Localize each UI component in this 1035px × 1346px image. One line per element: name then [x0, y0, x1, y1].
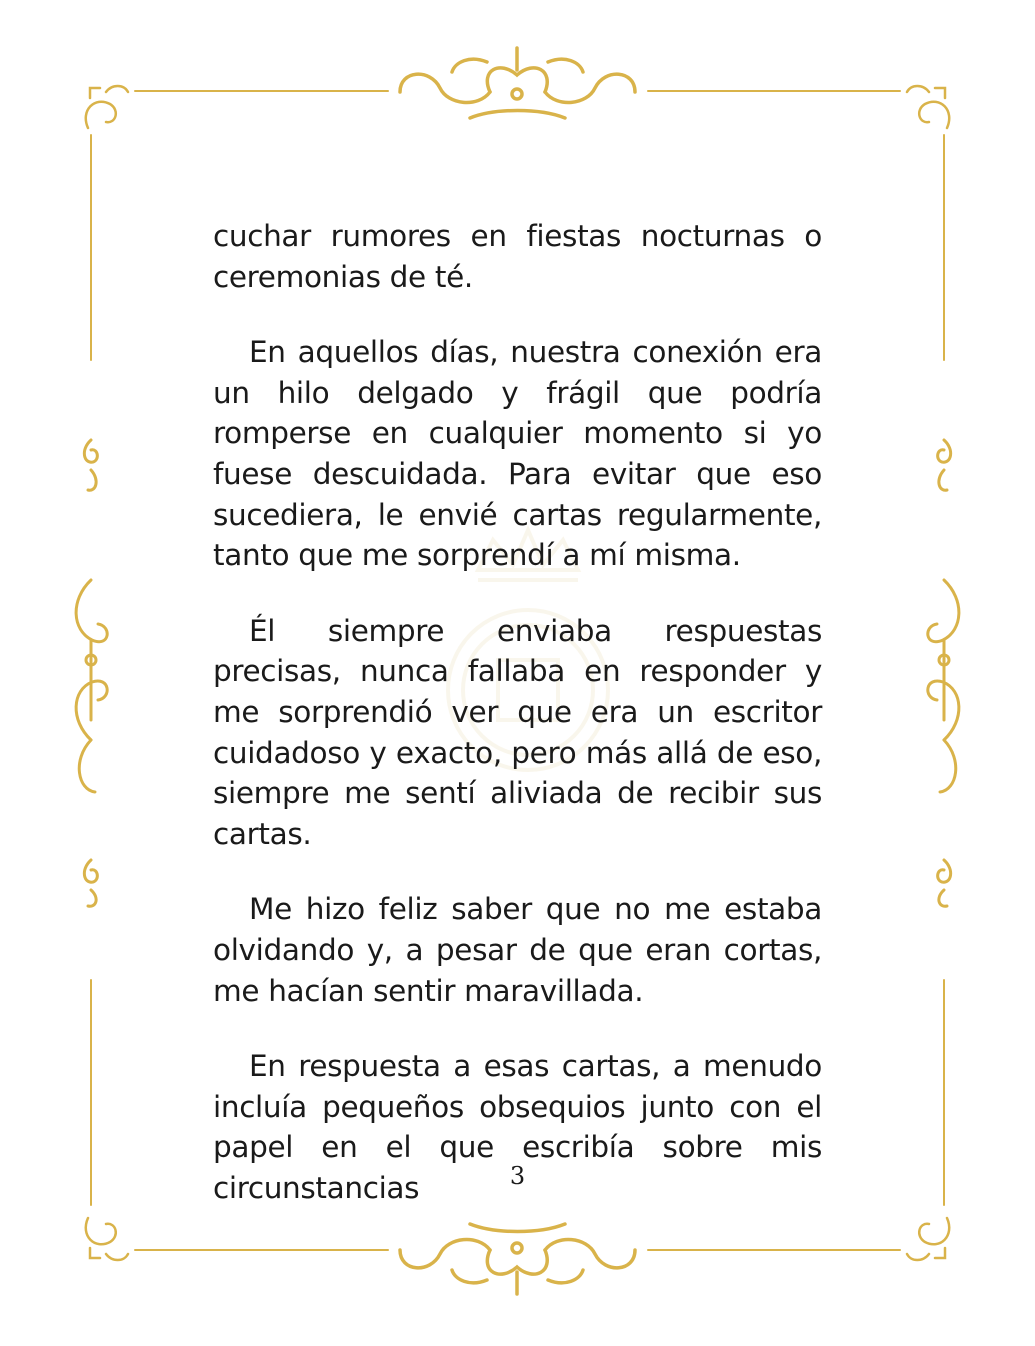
right-side-flourish-icon — [928, 440, 959, 906]
paragraph-2: En aquellos días, nuestra conexión era un hilo delgado y frágil que podría romperse en cualquier momento si yo fuese descuidada. Para evitar que eso sucediera, le envié cartas regularmente, tanto que me sorprendí a mí misma. — [213, 335, 822, 573]
paragraph-4: Me hizo feliz saber que no me estaba olvidando y, a pesar de que eran cortas, me hacían sentir maravillada. — [213, 892, 822, 1008]
paragraph-5: En respuesta a esas cartas, a menudo incluía pequeños obsequios junto con el papel en el que escribía sobre mis circunstancias — [213, 1049, 822, 1205]
corner-top-left-flourish-icon — [86, 86, 128, 128]
paragraph-1: cuchar rumores en fiestas nocturnas o ceremonias de té. — [213, 219, 822, 294]
left-side-flourish-icon — [76, 440, 107, 906]
corner-bottom-left-flourish-icon — [86, 1218, 128, 1260]
corner-bottom-right-flourish-icon — [907, 1218, 949, 1260]
body-text — [213, 216, 822, 1243]
paragraph-3: Él siempre enviaba respuestas precisas, nunca fallaba en responder y me sorprendió ver que era un escritor cuidadoso y exacto, pero más allá de eso, siempre me sentí aliviada de recibir sus cartas. — [213, 613, 822, 851]
top-center-flourish-icon — [400, 48, 635, 118]
page-number: 3 — [509, 1162, 526, 1190]
corner-top-right-flourish-icon — [907, 86, 949, 128]
